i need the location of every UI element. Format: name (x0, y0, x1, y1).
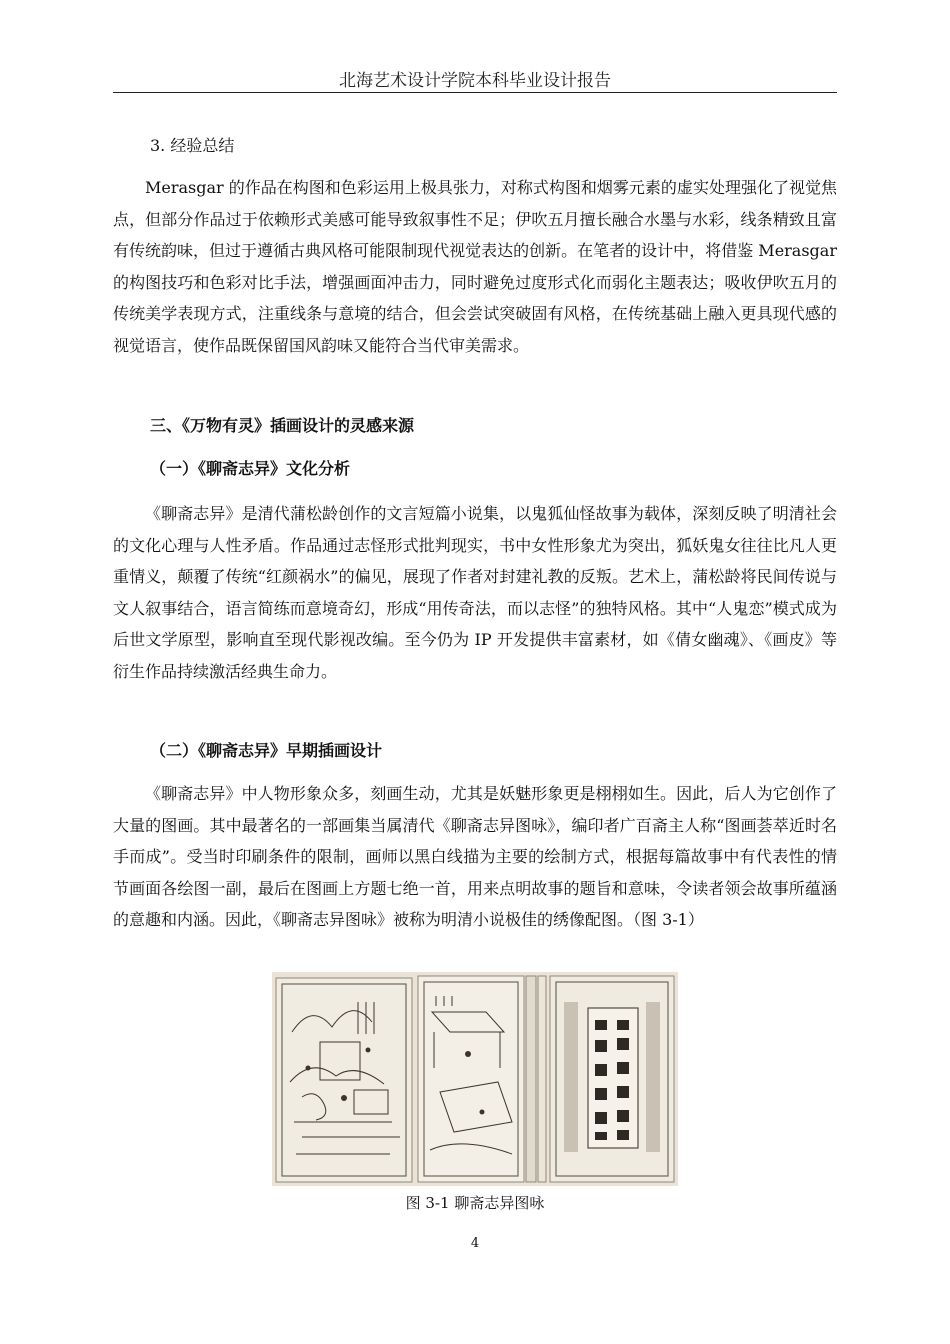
paragraph-experience-summary: Merasgar 的作品在构图和色彩运用上极具张力，对称式构图和烟雾元素的虚实处理强化了视觉焦点，但部分作品过于依赖形式美感可能导致叙事性不足；伊吹五月擅长融合水墨与水彩，线条精致且富有传统韵味，但过于遵循古典风格可能限制现代视觉表达的创新。在笔者的设计中，将借鉴 Merasgar 的构图技巧和色彩对比手法，增强画面冲击力，同时避免过度形式化而弱化主题表达；吸收伊吹五月的传统美学表现方式，注重线条与意境的结合，但会尝试突破固有风格，在传统基础上融入更具现代感的视觉语言，使作品既保留国风韵味又能符合当代审美需求。 (113, 178, 837, 355)
page-number: 4 (470, 1236, 480, 1251)
figure-liaozhai-tuyong-book-image (272, 972, 678, 1186)
book-illustration-graphic (272, 972, 678, 1186)
header-divider (113, 92, 837, 93)
subsection-heading-cultural-analysis: （一）《聊斋志异》文化分析 (150, 459, 351, 478)
paragraph-early-illustration: 《聊斋志异》中人物形象众多，刻画生动，尤其是妖魅形象更是栩栩如生。因此，后人为它创作了大量的图画。其中最著名的一部画集当属清代《聊斋志异图咏》，编印者广百斋主人称“图画荟萃近时名手而成”。受当时印刷条件的限制，画师以黑白线描为主要的绘制方式，根据每篇故事中有代表性的情节画面各绘图一副，最后在图画上方题七绝一首，用来点明故事的题旨和意味，令读者领会故事所蕴涵的意趣和内涵。因此，《聊斋志异图咏》被称为明清小说极佳的绣像配图。（图 3-1） (113, 784, 837, 929)
paragraph-cultural-analysis: 《聊斋志异》是清代蒲松龄创作的文言短篇小说集，以鬼狐仙怪故事为载体，深刻反映了明清社会的文化心理与人性矛盾。作品通过志怪形式批判现实，书中女性形象尤为突出，狐妖鬼女往往比凡人更重情义，颠覆了传统“红颜祸水”的偏见，展现了作者对封建礼教的反叛。艺术上，蒲松龄将民间传说与文人叙事结合，语言简练而意境奇幻，形成“用传奇法，而以志怪”的独特风格。其中“人鬼恋”模式成为后世文学原型，影响直至现代影视改编。至今仍为 IP 开发提供丰富素材，如《倩女幽魂》、《画皮》等衍生作品持续激活经典生命力。 (113, 504, 837, 681)
section-heading-experience-summary: 3. 经验总结 (150, 136, 235, 155)
chapter-heading-inspiration: 三、《万物有灵》插画设计的灵感来源 (150, 416, 415, 435)
subsection-heading-early-illustration: （二）《聊斋志异》早期插画设计 (150, 741, 383, 760)
figure-caption: 图 3-1 聊斋志异图咏 (405, 1194, 545, 1212)
page-header-title: 北海艺术设计学院本科毕业设计报告 (339, 71, 611, 91)
